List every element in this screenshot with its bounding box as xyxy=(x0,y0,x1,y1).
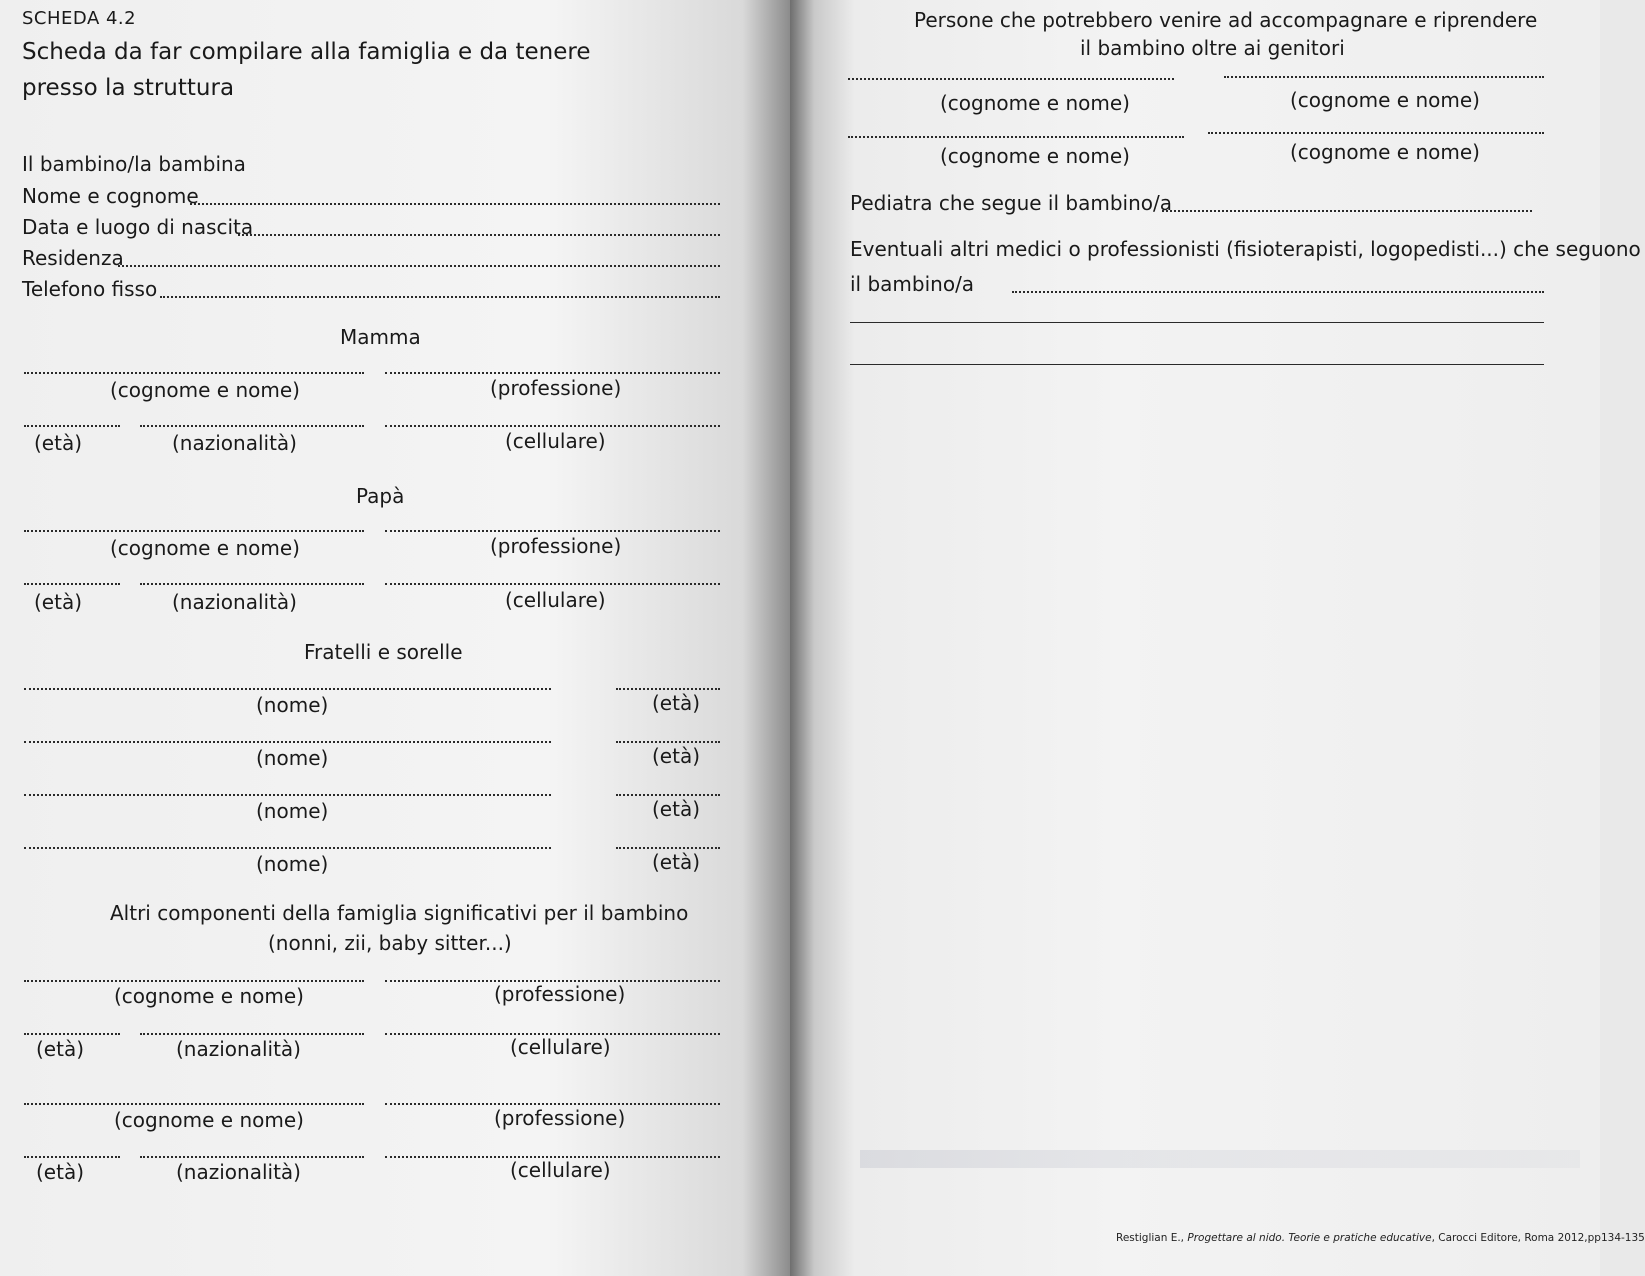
pickup-1-label: (cognome e nome) xyxy=(940,91,1130,115)
other-1-cellphone-label: (cellulare) xyxy=(510,1035,611,1059)
other-2-nationality-label: (nazionalità) xyxy=(176,1160,301,1184)
other-doctors-label: Eventuali altri medici o professionisti (fisioterapisti, logopedisti...) che seguono xyxy=(850,237,1641,261)
bleed-through-band xyxy=(860,1150,1580,1168)
sibling-2-name-label: (nome) xyxy=(256,746,329,770)
pickup-4-label: (cognome e nome) xyxy=(1290,140,1480,164)
mamma-profession-label: (professione) xyxy=(490,376,622,400)
pickup-4-line[interactable] xyxy=(1208,132,1544,134)
papa-profession-label: (professione) xyxy=(490,534,622,558)
other-doctors-line-1[interactable] xyxy=(1012,291,1544,293)
other-1-age-label: (età) xyxy=(36,1037,85,1061)
sibling-2-age-label: (età) xyxy=(652,744,701,768)
mamma-profession-line[interactable] xyxy=(385,372,720,374)
pickup-2-line[interactable] xyxy=(1224,76,1544,78)
child-phone-line[interactable] xyxy=(160,296,720,298)
scheda-title: Scheda da far compilare alla famiglia e da tenere presso la struttura xyxy=(22,39,591,101)
pickup-1-line[interactable] xyxy=(848,78,1174,80)
pickup-3-line[interactable] xyxy=(848,136,1184,138)
mamma-heading: Mamma xyxy=(340,325,421,349)
citation-title: Progettare al nido. Teorie e pratiche educative xyxy=(1187,1232,1432,1244)
mamma-nationality-label: (nazionalità) xyxy=(172,431,297,455)
sibling-4-age-label: (età) xyxy=(652,850,701,874)
sibling-3-age-label: (età) xyxy=(652,797,701,821)
papa-nationality-line[interactable] xyxy=(140,583,364,585)
other-2-age-line[interactable] xyxy=(24,1156,120,1158)
other-1-name-line[interactable] xyxy=(24,980,364,982)
other-2-profession-label: (professione) xyxy=(494,1106,626,1130)
pediatrician-line[interactable] xyxy=(1162,210,1532,212)
other-1-nationality-label: (nazionalità) xyxy=(176,1037,301,1061)
mamma-name-line[interactable] xyxy=(24,372,364,374)
sibling-3-name-label: (nome) xyxy=(256,799,329,823)
mamma-cellphone-line[interactable] xyxy=(385,425,720,427)
papa-heading: Papà xyxy=(356,484,405,508)
papa-cellphone-label: (cellulare) xyxy=(505,588,606,612)
papa-cellphone-line[interactable] xyxy=(385,583,720,585)
other-1-profession-label: (professione) xyxy=(494,982,626,1006)
siblings-heading: Fratelli e sorelle xyxy=(304,640,463,664)
sibling-1-age-label: (età) xyxy=(652,691,701,715)
other-1-name-label: (cognome e nome) xyxy=(114,984,304,1008)
others-subheading: (nonni, zii, baby sitter...) xyxy=(268,931,512,955)
child-name-line[interactable] xyxy=(190,203,720,205)
sibling-3-age-line[interactable] xyxy=(616,794,720,796)
mamma-name-label: (cognome e nome) xyxy=(110,378,300,402)
pickup-2-label: (cognome e nome) xyxy=(1290,88,1480,112)
child-phone-label: Telefono fisso xyxy=(22,277,158,301)
other-doctors-label-line2: il bambino/a xyxy=(850,272,975,296)
others-heading: Altri componenti della famiglia significativi per il bambino xyxy=(110,901,689,925)
papa-name-label: (cognome e nome) xyxy=(110,536,300,560)
other-doctors-line-2[interactable] xyxy=(850,322,1544,323)
other-2-cellphone-label: (cellulare) xyxy=(510,1158,611,1182)
right-page xyxy=(790,0,1645,1276)
other-2-name-label: (cognome e nome) xyxy=(114,1108,304,1132)
sibling-4-age-line[interactable] xyxy=(616,847,720,849)
pickup-3-label: (cognome e nome) xyxy=(940,144,1130,168)
sibling-2-name-line[interactable] xyxy=(24,741,551,743)
citation-publisher: , Carocci Editore, Roma 2012,pp134-135 xyxy=(1431,1232,1645,1244)
sibling-3-name-line[interactable] xyxy=(24,794,551,796)
sibling-1-age-line[interactable] xyxy=(616,688,720,690)
papa-age-line[interactable] xyxy=(24,583,120,585)
other-doctors-line-3[interactable] xyxy=(850,364,1544,365)
citation-author: Restiglian E., xyxy=(1116,1232,1188,1244)
mamma-age-label: (età) xyxy=(34,431,83,455)
sibling-1-name-label: (nome) xyxy=(256,693,329,717)
papa-profession-line[interactable] xyxy=(385,530,720,532)
child-name-label: Nome e cognome xyxy=(22,184,199,208)
mamma-cellphone-label: (cellulare) xyxy=(505,429,606,453)
other-2-name-line[interactable] xyxy=(24,1103,364,1105)
mamma-age-line[interactable] xyxy=(24,425,120,427)
scheda-number: SCHEDA 4.2 xyxy=(22,8,137,29)
child-residence-label: Residenza xyxy=(22,246,124,270)
sibling-1-name-line[interactable] xyxy=(24,688,551,690)
sibling-2-age-line[interactable] xyxy=(616,741,720,743)
mamma-nationality-line[interactable] xyxy=(140,425,364,427)
citation xyxy=(1116,1232,1645,1245)
child-section-heading: Il bambino/la bambina xyxy=(22,152,246,176)
other-2-profession-line[interactable] xyxy=(385,1103,720,1105)
other-2-age-label: (età) xyxy=(36,1160,85,1184)
other-1-age-line[interactable] xyxy=(24,1033,120,1035)
child-residence-line[interactable] xyxy=(118,265,720,267)
child-birth-label: Data e luogo di nascita xyxy=(22,215,254,239)
child-birth-line[interactable] xyxy=(238,234,720,236)
papa-age-label: (età) xyxy=(34,590,83,614)
sibling-4-name-label: (nome) xyxy=(256,852,329,876)
other-2-nationality-line[interactable] xyxy=(140,1156,364,1158)
left-page xyxy=(0,0,790,1276)
papa-nationality-label: (nazionalità) xyxy=(172,590,297,614)
pediatrician-label: Pediatra che segue il bambino/a xyxy=(850,191,1172,215)
pickup-heading: Persone che potrebbero venire ad accompagnare e riprendere xyxy=(914,8,1538,32)
pickup-subheading: il bambino oltre ai genitori xyxy=(1080,36,1345,60)
sibling-4-name-line[interactable] xyxy=(24,847,551,849)
other-1-nationality-line[interactable] xyxy=(140,1033,364,1035)
papa-name-line[interactable] xyxy=(24,530,364,532)
